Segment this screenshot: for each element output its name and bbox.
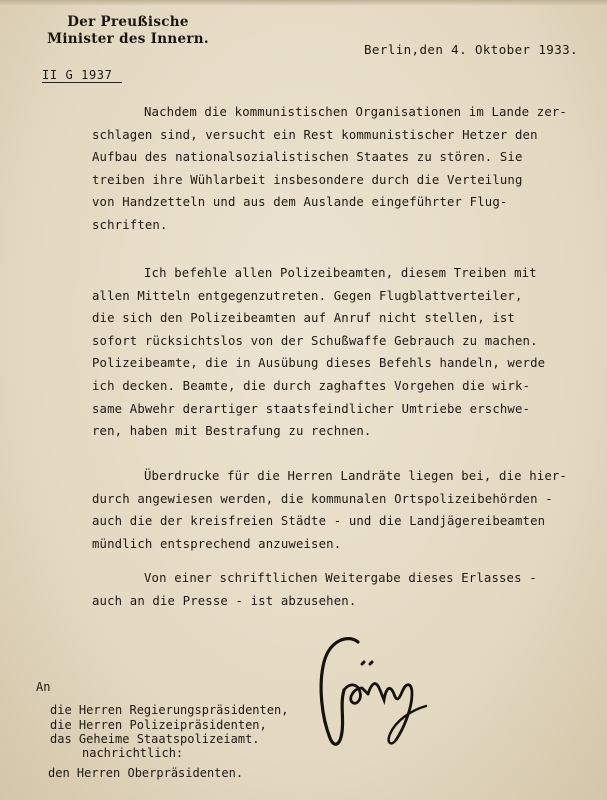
paragraph-line: auch an die Presse - ist abzusehen.: [92, 593, 357, 608]
paragraph-line: Polizeibeamte, die in Ausübung dieses Befehls handeln, werde: [92, 356, 546, 371]
letter-date: Berlin,den 4. Oktober 1933.: [364, 42, 578, 57]
letterhead: [28, 14, 228, 48]
paragraph-line: Ich befehle allen Polizeibeamten, diesem Treiben mit: [144, 266, 537, 280]
salutation-prefix: An: [36, 680, 51, 694]
paragraph-line: schriften.: [92, 217, 168, 232]
paragraph-line: allen Mitteln entgegenzutreten. Gegen Flugblattverteiler,: [92, 288, 523, 303]
letterhead-line-1: Der Preußische: [67, 14, 189, 30]
addressee-line: die Herren Regierungspräsidenten,: [50, 703, 289, 717]
reference-underline: [42, 82, 122, 83]
paragraph-line: die sich den Polizeibeamten auf Anruf nicht stellen, ist: [92, 311, 515, 326]
addressee-line: die Herren Polizeipräsidenten,: [50, 717, 267, 732]
cc-addressee: den Herren Oberpräsidenten.: [48, 766, 244, 780]
cc-label: nachrichtlich:: [82, 746, 184, 760]
addressee-line: das Geheime Staatspolizeiamt.: [50, 732, 260, 746]
paragraph-4: [92, 567, 582, 612]
paragraph-line: sofort rücksichtslos von der Schußwaffe Gebrauch zu machen.: [92, 333, 538, 348]
paragraph-line: ren, haben mit Bestrafung zu rechnen.: [92, 424, 372, 439]
addressee-block: [50, 703, 288, 747]
paragraph-line: schlagen sind, versucht ein Rest kommunistischer Hetzer den: [92, 127, 538, 142]
paragraph-line: same Abwehr derartiger staatsfeindlicher Umtriebe erschwe-: [92, 401, 531, 416]
paragraph-line: mündlich entsprechend anzuweisen.: [92, 536, 342, 551]
reference-number: II G 1937: [42, 68, 113, 82]
paragraph-2: [92, 262, 582, 443]
page-edge-shadow: [0, 0, 607, 6]
handwritten-signature: [300, 620, 440, 760]
letterhead-line-2: Minister des Innern.: [47, 31, 209, 47]
paragraph-line: Von einer schriftlichen Weitergabe dieses Erlasses -: [144, 571, 537, 585]
paragraph-line: Aufbau des nationalsozialistischen Staates zu stören. Sie: [92, 150, 523, 165]
paragraph-1: [92, 101, 582, 237]
paragraph-line: von Handzetteln und aus dem Auslande eingeführter Flug-: [92, 195, 508, 210]
paragraph-line: Überdrucke für die Herren Landräte liegen bei, die hier-: [144, 469, 567, 483]
paragraph-line: ich decken. Beamte, die durch zaghaftes Vorgehen die wirk-: [92, 378, 531, 393]
paragraph-line: durch angewiesen werden, die kommunalen Ortspolizeibehörden -: [92, 491, 553, 506]
paragraph-line: treiben ihre Wühlarbeit insbesondere durch die Verteilung: [92, 172, 523, 187]
paragraph-line: auch die der kreisfreien Städte - und die Landjägereibeamten: [92, 514, 546, 529]
paragraph-line: Nachdem die kommunistischen Organisationen im Lande zer-: [144, 105, 567, 119]
paragraph-3: [92, 465, 582, 555]
